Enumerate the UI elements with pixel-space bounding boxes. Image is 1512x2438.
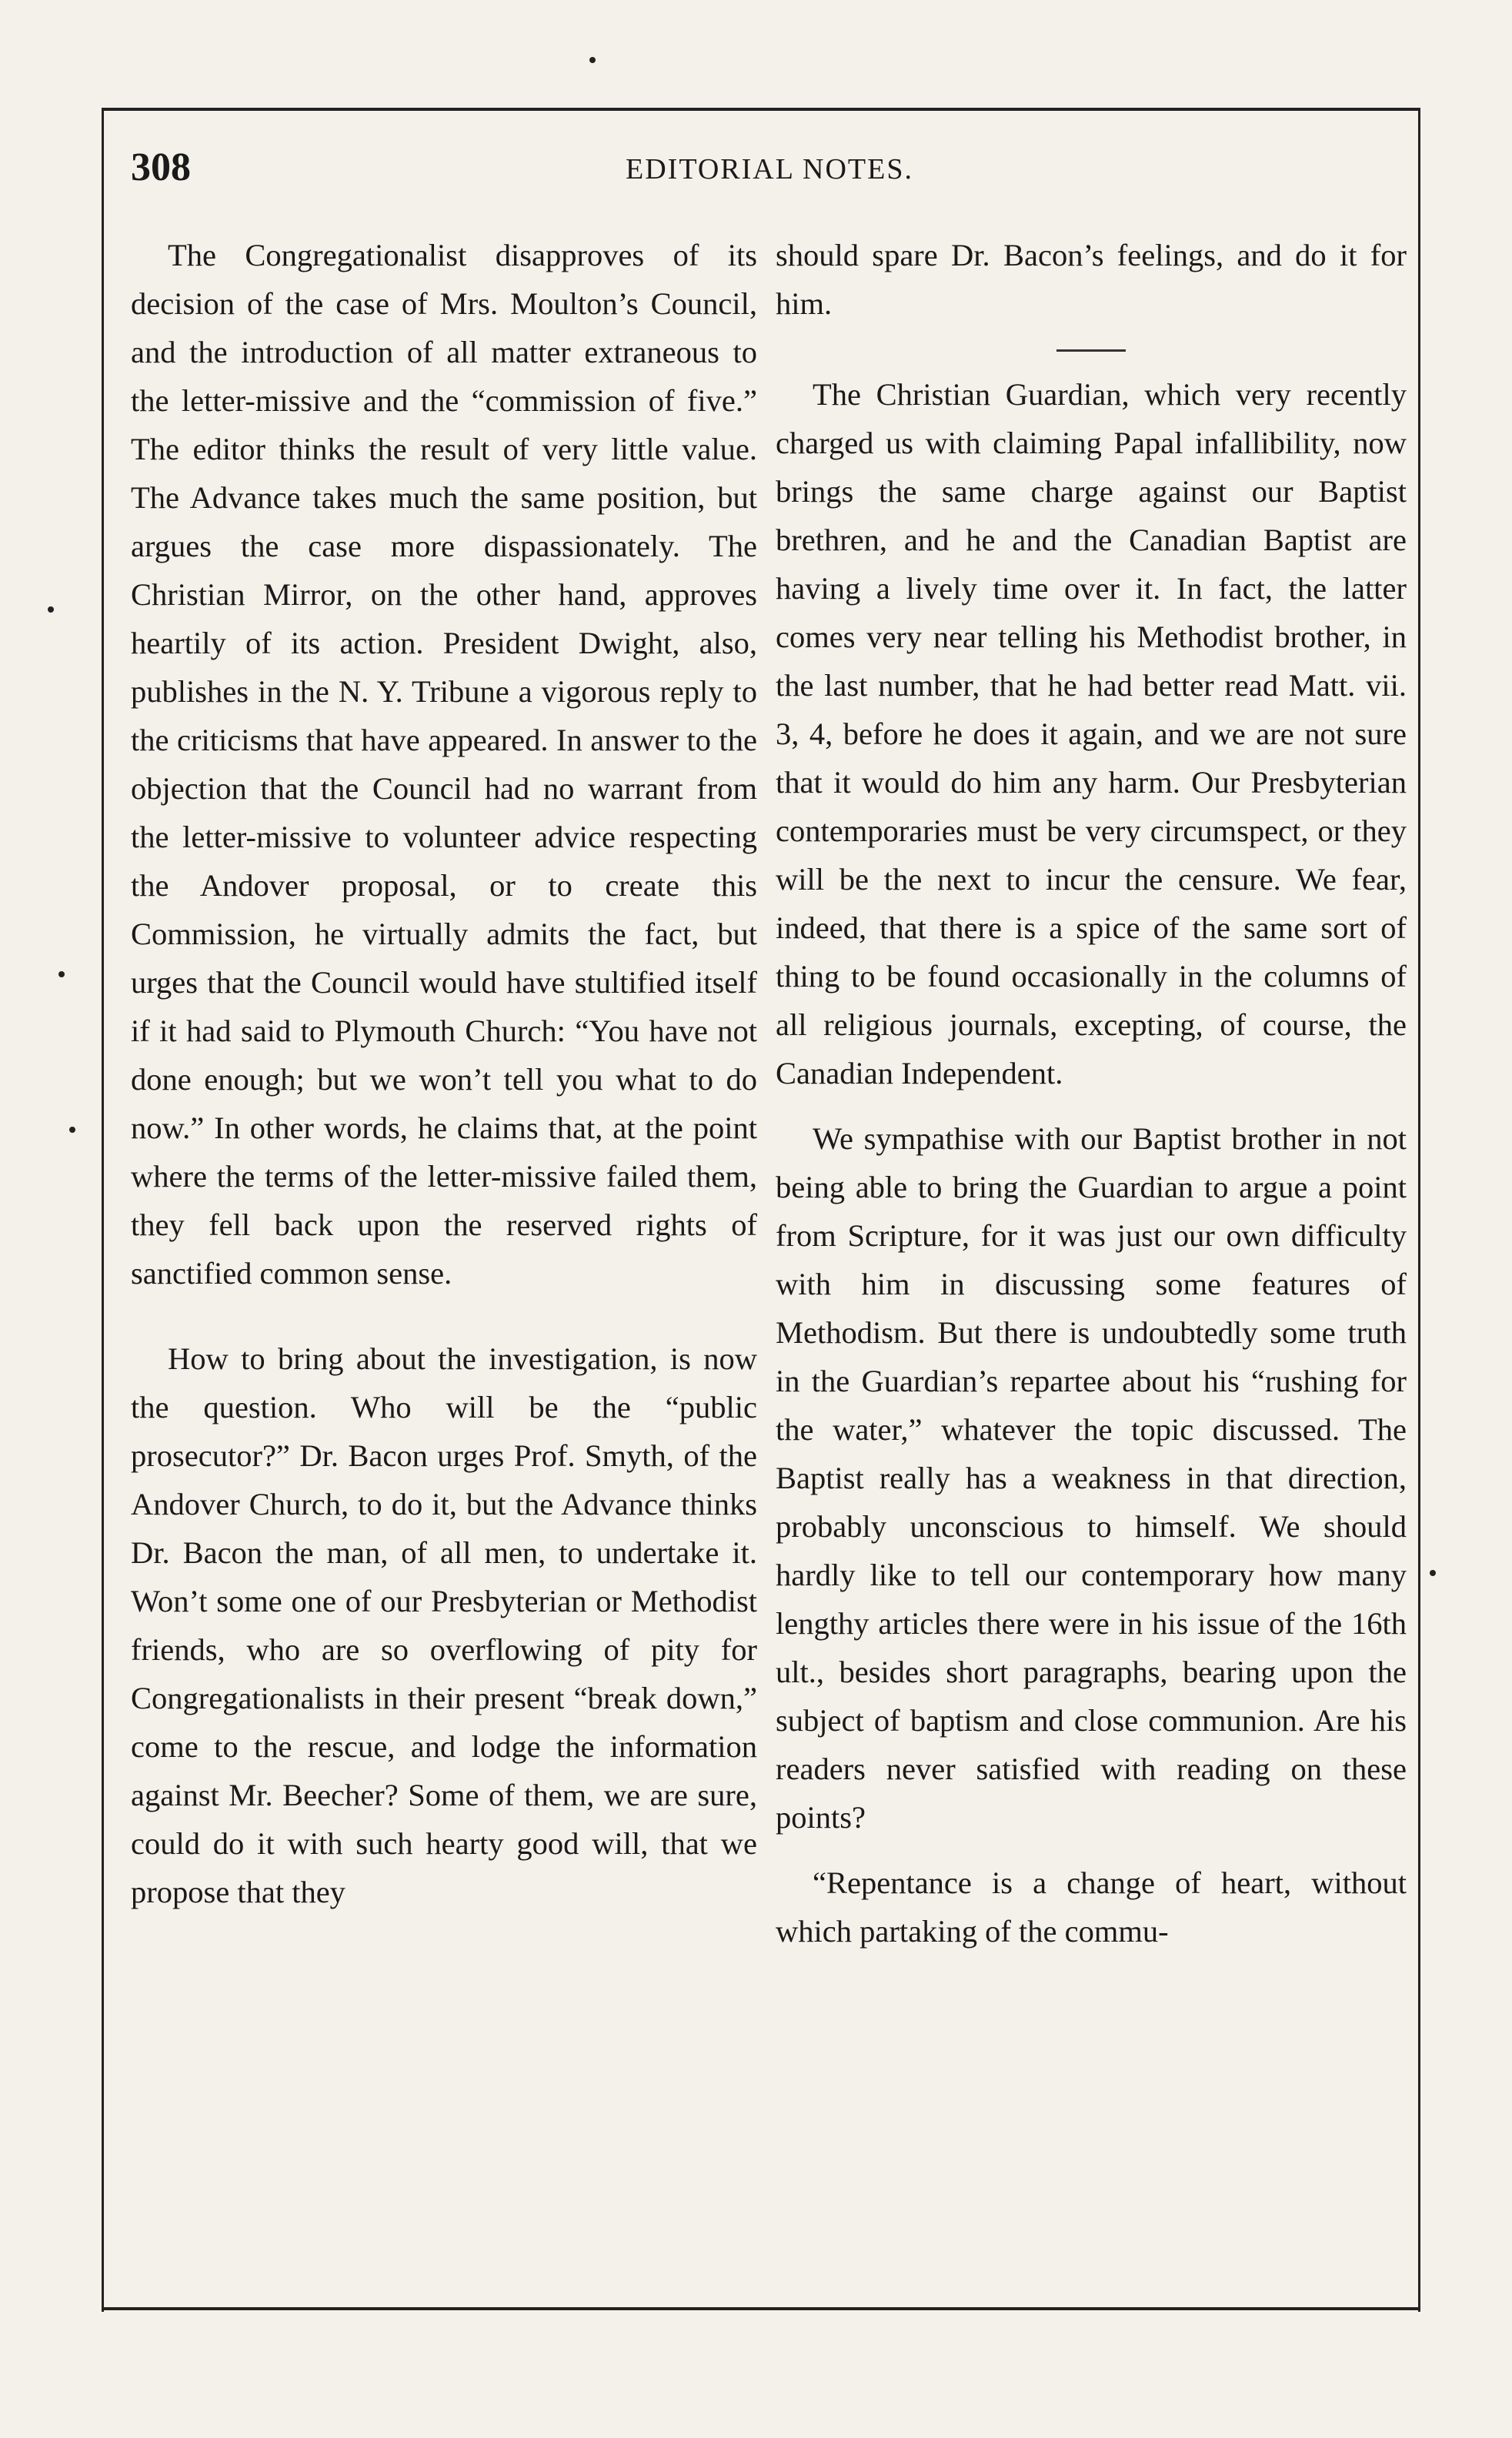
running-title: EDITORIAL NOTES. xyxy=(626,153,913,185)
print-speck xyxy=(69,1127,75,1133)
section-divider xyxy=(1056,349,1126,352)
page-number: 308 xyxy=(131,145,191,189)
page-header xyxy=(131,145,1408,199)
paragraph: How to bring about the investigation, is now the question. Who will be the “public prosecutor?” Dr. Bacon urges Prof. Smyth, of the Andover Church, to do it, but the Advance thinks Dr. Bacon the man, of all men, to undertake it. Won’t some one of our Presbyterian or Methodist friends, who are so overflowing of pity for Congregationalists in their present “break down,” come to the rescue, and lodge the information against Mr. Beecher? Some of them, we are sure, could do it with such hearty good will, that we propose that they xyxy=(131,1341,757,1909)
print-speck xyxy=(1430,1570,1436,1576)
paragraph: should spare Dr. Bacon’s feelings, and do it for him. xyxy=(776,238,1407,321)
paragraph: The Christian Guardian, which very recently charged us with claiming Papal infallibility, now brings the same charge against our Baptist brethren, and he and the Canadian Baptist are having a lively time over it. In fact, the latter comes very near telling his Methodist brother, in the last number, that he had better read Matt. vii. 3, 4, before he does it again, and we are not sure that it would do him any harm. Our Presbyterian contemporaries must be very circumspect, or they will be the next to incur the censure. We fear, indeed, that there is a spice of the same sort of thing to be found occasionally in the columns of all religious journals, excepting, of course, the Canadian Independent. xyxy=(776,377,1407,1090)
page-frame-bottom-rule xyxy=(102,2307,1420,2310)
left-column xyxy=(131,231,757,1916)
paragraph: The Congregationalist disapproves of its decision of the case of Mrs. Moulton’s Council, and the introduction of all matter extraneous to the letter-missive and the “commission of five.” The editor thinks the result of very little value. The Advance takes much the same position, but argues the case more dispassionately. The Christian Mirror, on the other hand, approves heartily of its action. President Dwight, also, publishes in the N. Y. Tribune a vigorous reply to the criticisms that have appeared. In answer to the objection that the Council had no warrant from the letter-missive to volunteer advice respecting the Andover proposal, or to create this Commission, he virtually admits the fact, but urges that the Council would have stultified itself if it had said to Plymouth Church: “You have not done enough; but we won’t tell you what to do now.” In other words, he claims that, at the point where the terms of the letter-missive failed them, they fell back upon the reserved rights of sanctified common sense. xyxy=(131,238,757,1291)
print-speck xyxy=(48,606,54,613)
print-speck xyxy=(58,971,65,977)
right-column xyxy=(776,231,1407,1955)
paragraph: “Repentance is a change of heart, without which partaking of the commu- xyxy=(776,1865,1407,1949)
paragraph: We sympathise with our Baptist brother in not being able to bring the Guardian to argue a point from Scripture, for it was just our own difficulty with him in discussing some features of Methodism. But there is undoubtedly some truth in the Guardian’s repartee about his “rushing for the water,” whatever the topic discussed. The Baptist really has a weakness in that direction, probably unconscious to himself. We should hardly like to tell our contemporary how many lengthy articles there were in his issue of the 16th ult., besides short paragraphs, bearing upon the subject of baptism and close communion. Are his readers never satisfied with reading on these points? xyxy=(776,1121,1407,1835)
print-speck xyxy=(589,57,596,63)
